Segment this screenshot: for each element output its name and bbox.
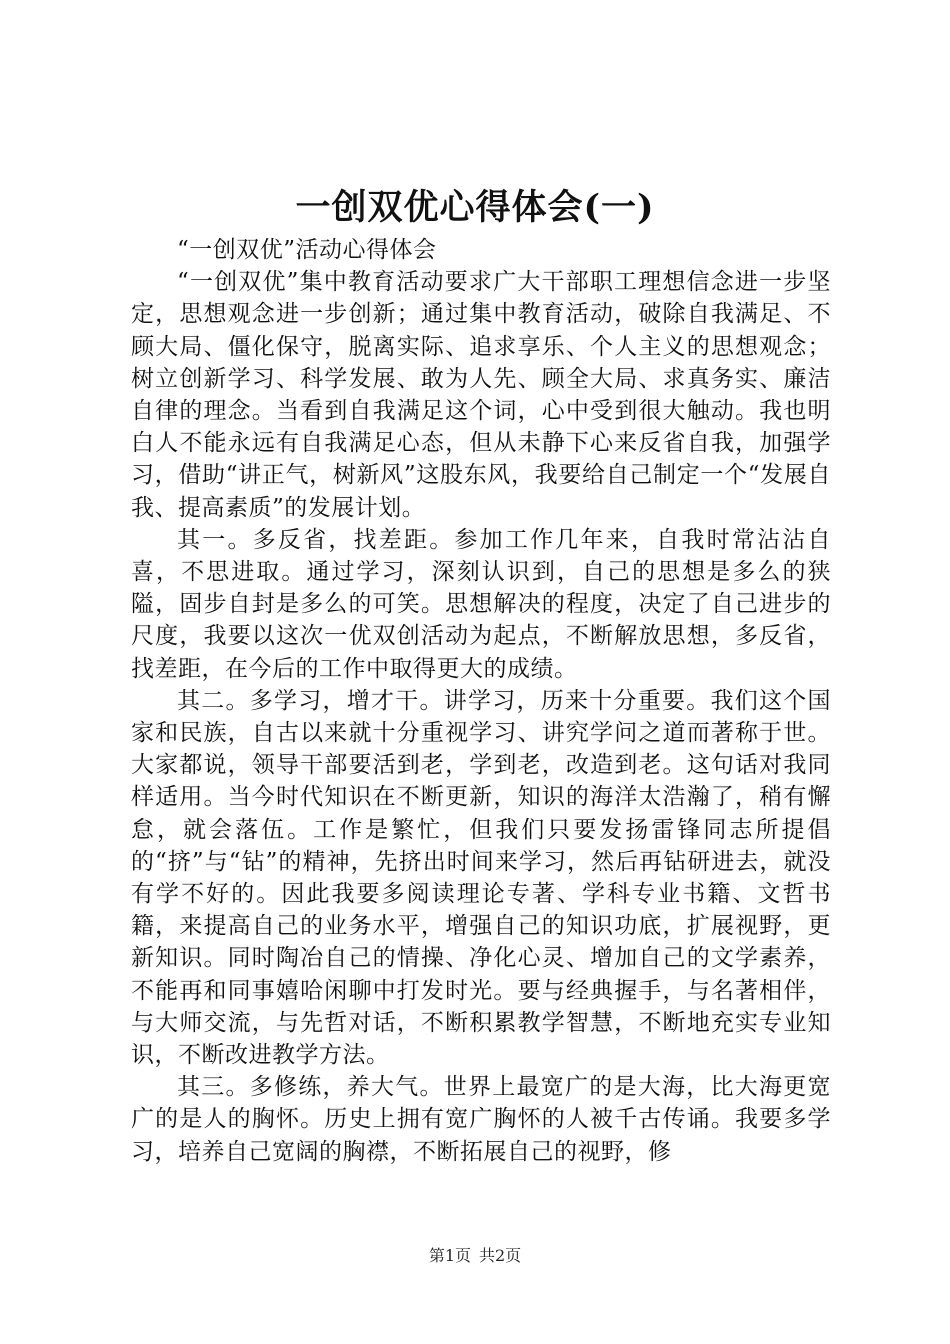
body-paragraph-intro: “一创双优”集中教育活动要求广大干部职工理想信念进一步坚定，思想观念进一步创新；通过集中教育活动，破除自我满足、不顾大局、僵化保守，脱离实际、追求享乐、个人主义的思想观念；树立创新学习、科学发展、敢为人先、顾全大局、求真务实、廉洁自律的理念。当看到自我满足这个词，心中受到很大触动。我也明白人不能永远有自我满足心态，但从未静下心来反省自我，加强学习，借助“讲正气，树新风”这股东风，我要给自己制定一个“发展自我、提高素质”的发展计划。 (131, 269, 831, 521)
document-body (131, 234, 831, 1168)
body-paragraph-second: 其二。多学习，增才干。讲学习，历来十分重要。我们这个国家和民族，自古以来就十分重视学习、讲究学问之道而著称于世。大家都说，领导干部要活到老，学到老，改造到老。这句话对我同样适用。当今时代知识在不断更新，知识的海洋太浩瀚了，稍有懈怠，就会落伍。工作是繁忙，但我们只要发扬雷锋同志所提倡的“挤”与“钻”的精神，先挤出时间来学习，然后再钻研进去，就没有学不好的。因此我要多阅读理论专著、学科专业书籍、文哲书籍，来提高自己的业务水平，增强自己的知识功底，扩展视野，更新知识。同时陶冶自己的情操、净化心灵、增加自己的文学素养，不能再和同事嬉哈闲聊中打发时光。要与经典握手，与名著相伴，与大师交流，与先哲对话，不断积累教学智慧，不断地充实专业知识，不断改进教学方法。 (131, 687, 831, 1069)
body-paragraph-first: 其一。多反省，找差距。参加工作几年来，自我时常沾沾自喜，不思进取。通过学习，深刻认识到，自己的思想是多么的狭隘，固步自封是多么的可笑。思想解决的程度，决定了自己进步的尺度，我要以这次一优双创活动为起点，不断解放思想，多反省，找差距，在今后的工作中取得更大的成绩。 (131, 526, 831, 682)
page-title: 一创双优心得体会(一) (295, 187, 655, 228)
body-paragraph-third: 其三。多修练，养大气。世界上最宽广的是大海，比大海更宽广的是人的胸怀。历史上拥有宽广胸怀的人被千古传诵。我要多学习，培养自己宽阔的胸襟，不断拓展自己的视野，修 (131, 1074, 831, 1165)
subtitle-paragraph: “一创双优”活动心得体会 (177, 237, 437, 263)
page-number: 第1页 (428, 1246, 471, 1265)
page-footer (0, 1245, 950, 1267)
page-total: 共2页 (479, 1246, 522, 1265)
